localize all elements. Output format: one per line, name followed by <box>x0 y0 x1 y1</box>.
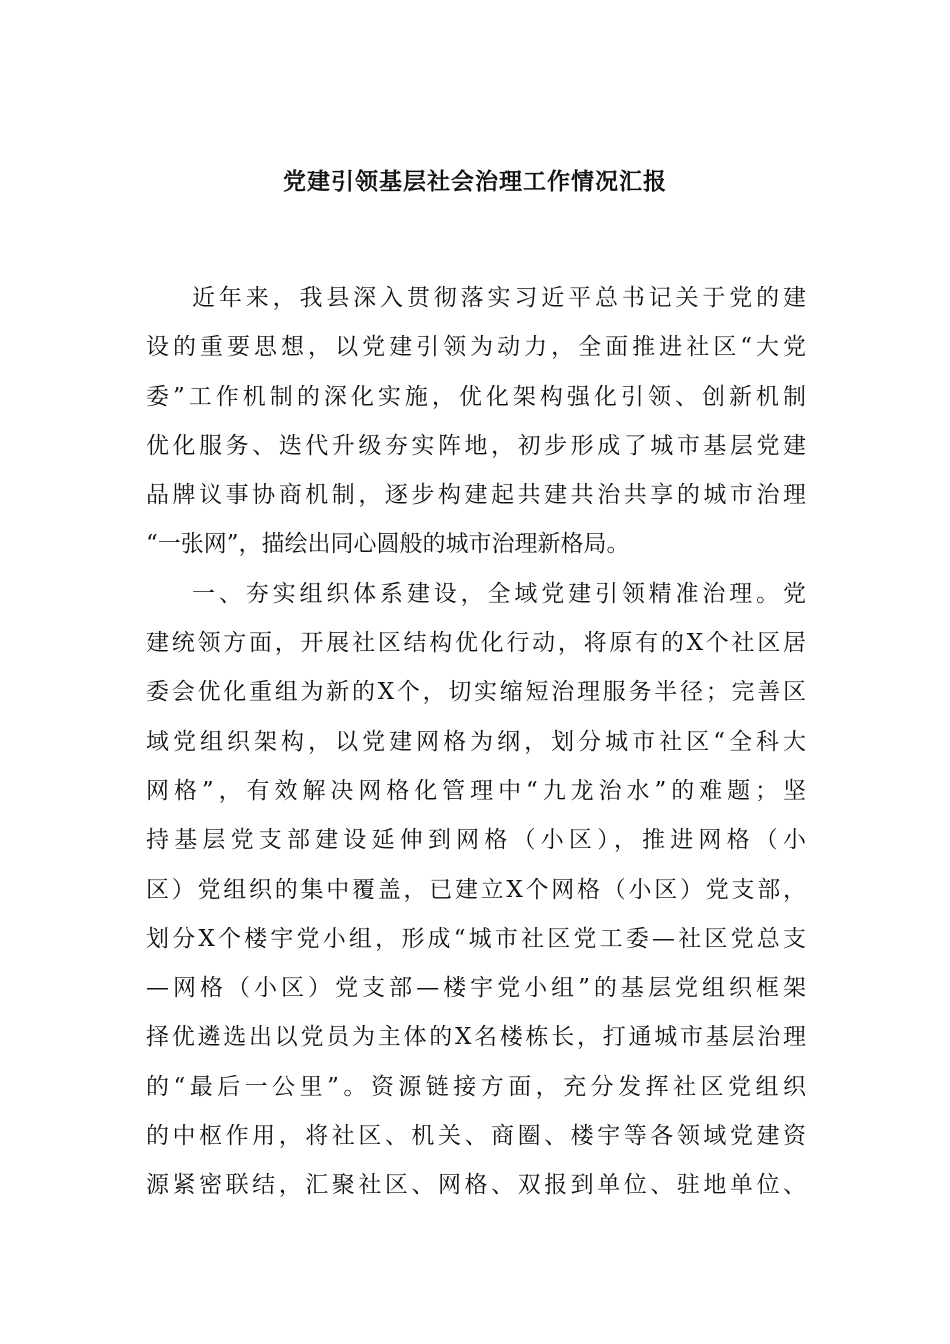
paragraph-line: 近年来，我县深入贯彻落实习近平总书记关于党的建 <box>192 285 806 311</box>
paragraph-line: 优化服务、迭代升级夯实阵地，初步形成了城市基层党建 <box>146 432 806 459</box>
document-body <box>146 274 806 1211</box>
paragraph-line: —网格（小区）党支部—楼宇党小组”的基层党组织框架 <box>146 975 806 1002</box>
paragraph-line: 划分X个楼宇党小组，形成“城市社区党工委—社区党总支 <box>146 925 806 952</box>
paragraph-line: 择优遴选出以党员为主体的X名楼栋长，打通城市基层治理 <box>146 1024 806 1051</box>
paragraph-line: 委”工作机制的深化实施，优化架构强化引领、创新机制 <box>146 383 806 410</box>
paragraph-line: 建统领方面，开展社区结构优化行动，将原有的X个社区居 <box>146 630 806 657</box>
paragraph-line: 设的重要思想，以党建引领为动力，全面推进社区“大党 <box>146 334 806 361</box>
paragraph-line: 区）党组织的集中覆盖，已建立X个网格（小区）党支部， <box>146 876 806 903</box>
paragraph-line: 网格”，有效解决网格化管理中“九龙治水”的难题；坚 <box>146 777 806 804</box>
paragraph-line: 的中枢作用，将社区、机关、商圈、楼宇等各领域党建资 <box>146 1123 806 1150</box>
paragraph-line: 品牌议事协商机制，逐步构建起共建共治共享的城市治理 <box>146 482 806 509</box>
paragraph-line: 源紧密联结，汇聚社区、网格、双报到单位、驻地单位、 <box>146 1172 806 1199</box>
paragraph-line: 持基层党支部建设延伸到网格（小区），推进网格（小 <box>146 827 806 854</box>
paragraph-line: “一张网”，描绘出同心圆般的城市治理新格局。 <box>146 531 630 558</box>
document-title: 党建引领基层社会治理工作情况汇报 <box>283 168 667 195</box>
paragraph-line: 一、夯实组织体系建设，全域党建引领精准治理。党 <box>192 580 806 607</box>
paragraph-line: 域党组织架构，以党建网格为纲，划分城市社区“全科大 <box>146 728 806 755</box>
paragraph-line: 委会优化重组为新的X个，切实缩短治理服务半径；完善区 <box>146 679 806 706</box>
paragraph-line: 的“最后一公里”。资源链接方面，充分发挥社区党组织 <box>146 1073 806 1100</box>
